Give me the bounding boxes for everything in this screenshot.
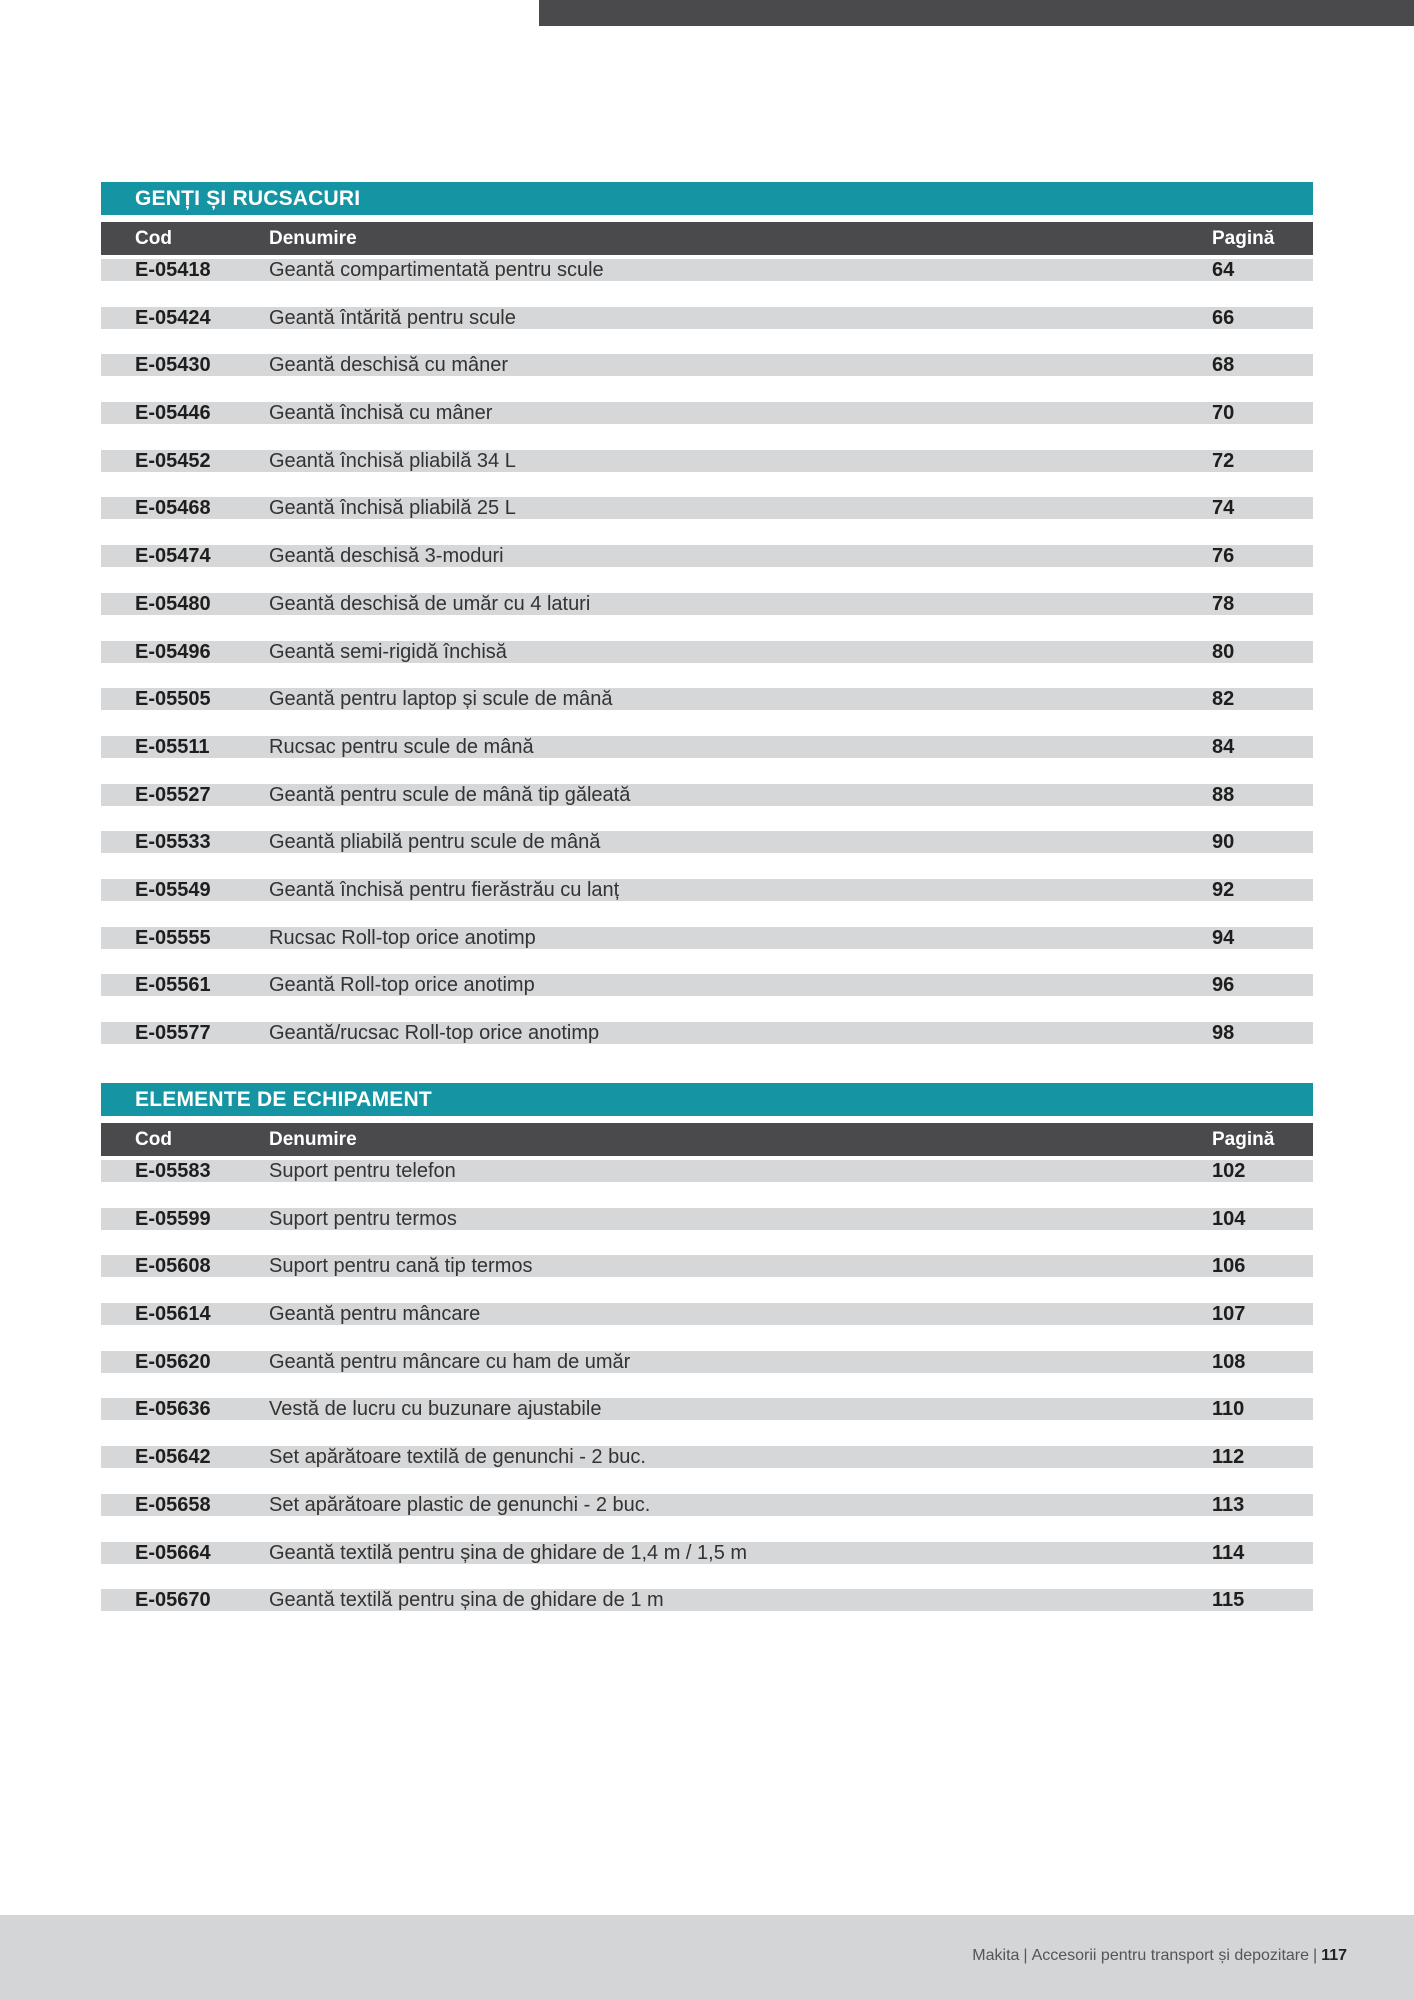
row-name: Suport pentru cană tip termos: [269, 1255, 533, 1278]
table-row: [101, 1204, 1313, 1252]
table-row: [101, 1018, 1313, 1066]
row-page: 114: [1212, 1541, 1245, 1564]
row-page: 70: [1212, 402, 1235, 425]
row-name: Geantă compartimentată pentru scule: [269, 259, 604, 281]
row-page: 64: [1212, 259, 1235, 281]
footer-separator-2: |: [1313, 1947, 1318, 1964]
table-row: [101, 1251, 1313, 1299]
header-code: Cod: [135, 228, 172, 249]
row-code: E-05583: [135, 1160, 211, 1182]
row-name: Geantă închisă pliabilă 34 L: [269, 449, 516, 472]
row-code: E-05533: [135, 831, 211, 854]
row-code: E-05424: [135, 306, 211, 329]
row-name: Geantă deschisă 3-moduri: [269, 545, 504, 568]
row-page: 106: [1212, 1255, 1246, 1278]
table-row: [101, 1347, 1313, 1395]
row-page: 108: [1212, 1350, 1246, 1373]
table-row: [101, 1156, 1313, 1204]
row-page: 115: [1212, 1589, 1245, 1612]
row-code: E-05511: [135, 735, 210, 758]
row-code: E-05549: [135, 878, 211, 901]
row-page: 98: [1212, 1022, 1235, 1044]
row-name: Geantă întărită pentru scule: [269, 306, 516, 329]
row-code: E-05614: [135, 1303, 211, 1326]
row-page: 104: [1212, 1207, 1246, 1230]
table-row: [101, 541, 1313, 589]
row-code: E-05446: [135, 402, 211, 425]
row-code: E-05452: [135, 449, 211, 472]
table-row: [101, 1394, 1313, 1442]
row-code: E-05577: [135, 1022, 211, 1044]
row-code: E-05468: [135, 497, 211, 520]
section-genti-rucsacuri: [101, 182, 1313, 1066]
row-name: Geantă/rucsac Roll-top orice anotimp: [269, 1022, 600, 1044]
table-row: [101, 1442, 1313, 1490]
table-row: [101, 589, 1313, 637]
row-code: E-05561: [135, 974, 211, 997]
row-page: 102: [1212, 1160, 1246, 1182]
row-name: Rucsac pentru scule de mână: [269, 735, 534, 758]
section-title: ELEMENTE DE ECHIPAMENT: [101, 1083, 1313, 1116]
header-page: Pagină: [1212, 1129, 1275, 1150]
row-code: E-05474: [135, 545, 211, 568]
row-name: Geantă deschisă cu mâner: [269, 354, 509, 377]
row-code: E-05664: [135, 1541, 211, 1564]
table-body: [101, 255, 1313, 1066]
section-title: GENȚI ȘI RUCSACURI: [101, 182, 1313, 215]
row-page: 68: [1212, 354, 1235, 377]
row-page: 92: [1212, 878, 1235, 901]
table-row: [101, 350, 1313, 398]
row-page: 80: [1212, 640, 1235, 663]
row-page: 78: [1212, 592, 1235, 615]
row-name: Suport pentru telefon: [269, 1160, 456, 1182]
row-name: Geantă pentru mâncare cu ham de umăr: [269, 1350, 631, 1373]
row-page: 96: [1212, 974, 1235, 997]
row-code: E-05430: [135, 354, 211, 377]
table-row: [101, 684, 1313, 732]
table-row: [101, 780, 1313, 828]
table-row: [101, 303, 1313, 351]
row-code: E-05418: [135, 259, 211, 281]
row-page: 74: [1212, 497, 1235, 520]
row-code: E-05636: [135, 1398, 211, 1421]
table-row: [101, 732, 1313, 780]
page-footer: [0, 1915, 1414, 2000]
row-code: E-05527: [135, 783, 211, 806]
row-name: Geantă închisă pentru fierăstrău cu lanț: [269, 878, 620, 901]
footer-page-number: 117: [1321, 1947, 1347, 1964]
row-code: E-05620: [135, 1350, 211, 1373]
row-code: E-05480: [135, 592, 211, 615]
row-code: E-05599: [135, 1207, 211, 1230]
row-name: Rucsac Roll-top orice anotimp: [269, 926, 536, 949]
table-row: [101, 637, 1313, 685]
row-page: 113: [1212, 1493, 1245, 1516]
row-code: E-05658: [135, 1493, 211, 1516]
table-header: [101, 1123, 1313, 1156]
table-row: [101, 1538, 1313, 1586]
row-name: Geantă semi-rigidă închisă: [269, 640, 507, 663]
row-page: 112: [1212, 1446, 1245, 1469]
row-name: Geantă pentru mâncare: [269, 1303, 481, 1326]
table-row: [101, 255, 1313, 303]
row-name: Geantă pliabilă pentru scule de mână: [269, 831, 601, 854]
row-page: 84: [1212, 735, 1235, 758]
row-code: E-05608: [135, 1255, 211, 1278]
row-page: 94: [1212, 926, 1235, 949]
row-name: Set apărătoare textilă de genunchi - 2 buc.: [269, 1446, 646, 1469]
section-elemente-echipament: [101, 1083, 1313, 1633]
row-page: 72: [1212, 449, 1235, 472]
row-page: 82: [1212, 688, 1235, 711]
row-name: Vestă de lucru cu buzunare ajustabile: [269, 1398, 602, 1421]
row-code: E-05642: [135, 1446, 211, 1469]
table-row: [101, 970, 1313, 1018]
row-name: Geantă textilă pentru șina de ghidare de 1,4 m / 1,5 m: [269, 1541, 748, 1564]
row-code: E-05670: [135, 1589, 211, 1612]
table-row: [101, 398, 1313, 446]
table-row: [101, 1490, 1313, 1538]
header-code: Cod: [135, 1129, 172, 1150]
row-name: Geantă textilă pentru șina de ghidare de 1 m: [269, 1589, 664, 1612]
row-page: 88: [1212, 783, 1235, 806]
row-name: Suport pentru termos: [269, 1207, 457, 1230]
row-name: Geantă închisă pliabilă 25 L: [269, 497, 516, 520]
footer-brand: Makita: [972, 1947, 1020, 1964]
footer-chapter: Accesorii pentru transport și depozitare: [1031, 1947, 1310, 1964]
row-page: 66: [1212, 306, 1235, 329]
header-name: Denumire: [269, 1129, 357, 1150]
row-name: Set apărătoare plastic de genunchi - 2 buc.: [269, 1493, 651, 1516]
row-code: E-05555: [135, 926, 211, 949]
footer-separator: |: [1023, 1947, 1028, 1964]
table-row: [101, 446, 1313, 494]
row-page: 90: [1212, 831, 1235, 854]
table-row: [101, 1299, 1313, 1347]
row-code: E-05505: [135, 688, 211, 711]
row-page: 110: [1212, 1398, 1245, 1421]
row-name: Geantă Roll-top orice anotimp: [269, 974, 535, 997]
table-row: [101, 875, 1313, 923]
table-row: [101, 923, 1313, 971]
row-name: Geantă deschisă de umăr cu 4 laturi: [269, 592, 591, 615]
table-row: [101, 1585, 1313, 1633]
header-name: Denumire: [269, 228, 357, 249]
row-name: Geantă închisă cu mâner: [269, 402, 493, 425]
header-page: Pagină: [1212, 228, 1275, 249]
table-row: [101, 827, 1313, 875]
footer-text: [972, 1947, 1347, 1965]
row-page: 107: [1212, 1303, 1246, 1326]
table-body: [101, 1156, 1313, 1633]
row-name: Geantă pentru scule de mână tip găleată: [269, 783, 631, 806]
table-header: [101, 222, 1313, 255]
table-row: [101, 493, 1313, 541]
row-page: 76: [1212, 545, 1235, 568]
row-name: Geantă pentru laptop și scule de mână: [269, 688, 613, 711]
row-code: E-05496: [135, 640, 211, 663]
top-decorative-bar: [539, 0, 1414, 26]
